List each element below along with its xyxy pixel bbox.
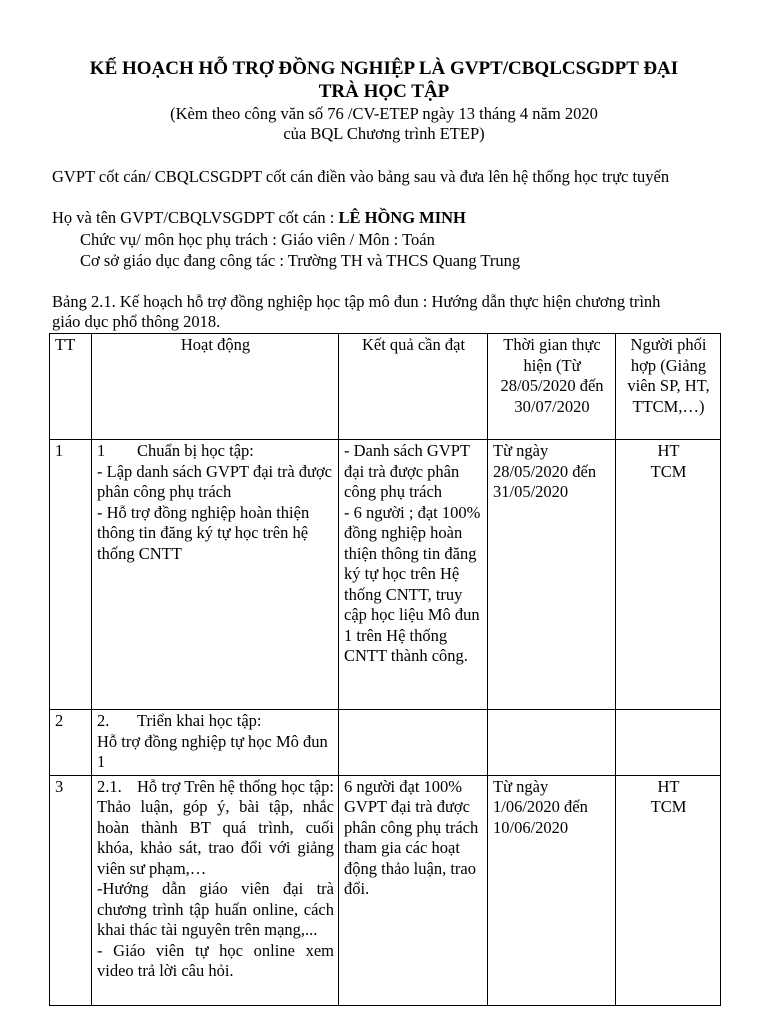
header-result: Kết quả cần đạt — [339, 334, 488, 440]
row-time: Từ ngày 1/06/2020 đến 10/06/2020 — [488, 775, 616, 1005]
doc-title-line2: TRÀ HỌC TẬP — [318, 81, 450, 102]
doc-title-line1: KẾ HOẠCH HỖ TRỢ ĐỒNG NGHIỆP LÀ GVPT/CBQLCSGDPT ĐẠI — [89, 58, 679, 79]
header-activity: Hoạt động — [92, 334, 339, 440]
position-line: Chức vụ/ môn học phụ trách : Giáo viên / Môn : Toán — [80, 230, 435, 249]
activity-title: Triển khai học tập: — [137, 711, 262, 730]
table-caption-line2: giáo dục phổ thông 2018. — [52, 312, 221, 331]
doc-subtitle-line2: của BQL Chương trình ETEP) — [283, 124, 485, 143]
result-line: 6 người đạt 100% GVPT đại trà được phân công phụ trách tham gia các hoạt động thảo luận, trao đổi. — [344, 776, 479, 898]
row-result — [339, 710, 488, 776]
activity-number: 2.1. — [97, 776, 122, 796]
activity-heading — [97, 777, 334, 880]
row-activity — [92, 710, 339, 776]
row-result — [339, 775, 488, 1005]
row-activity — [92, 775, 339, 1005]
row-partner — [616, 440, 721, 710]
row-tt: 1 — [50, 440, 92, 710]
row-partner — [616, 775, 721, 1005]
instruction-text: GVPT cốt cán/ CBQLCSGDPT cốt cán điền vào bảng sau và đưa lên hệ thống học trực tuyến — [52, 167, 670, 186]
name-line — [52, 208, 466, 228]
row-tt: 3 — [50, 775, 92, 1005]
name-value: LÊ HỒNG MINH — [338, 208, 466, 227]
header-time: Thời gian thực hiện (Từ 28/05/2020 đến 30/07/2020 — [488, 334, 616, 440]
result-line: - 6 người ; đạt 100% đồng nghiệp hoàn thiện thông tin đăng ký tự học trên Hệ thống CNTT, truy cập học liệu Mô đun 1 trên Hệ thống CNTT thành công. — [344, 502, 481, 665]
partner-line: HT — [657, 776, 680, 796]
activity-line: Hỗ trợ đồng nghiệp tự học Mô đun 1 — [97, 731, 328, 771]
activity-line: - Giáo viên tự học online xem video trả lời câu hỏi. — [97, 940, 334, 980]
table-header-row — [50, 334, 721, 440]
header-partner: Người phối hợp (Giảng viên SP, HT, TTCM,…) — [616, 334, 721, 440]
table-caption-line1: Bảng 2.1. Kế hoạch hỗ trợ đồng nghiệp học tập mô đun : Hướng dẫn thực hiện chương trình — [52, 292, 661, 311]
row-activity — [92, 440, 339, 710]
activity-heading — [97, 711, 334, 732]
doc-subtitle-line1: (Kèm theo công văn số 76 /CV-ETEP ngày 13 tháng 4 năm 2020 — [170, 104, 598, 123]
row-result — [339, 440, 488, 710]
school-line: Cơ sở giáo dục đang công tác : Trường TH và THCS Quang Trung — [80, 251, 521, 270]
row-tt: 2 — [50, 710, 92, 776]
plan-table — [49, 333, 721, 1006]
activity-title: Hỗ trợ Trên hệ thống học tập: Thảo luận, góp ý, bài tập, nhắc hoàn thành BT quá trình, cuối khóa, khảo sát, trao đổi với giảng viên sư phạm,… — [97, 776, 334, 878]
activity-number: 2. — [97, 711, 110, 730]
activity-heading — [97, 441, 334, 462]
row-partner — [616, 710, 721, 776]
header-tt: TT — [50, 334, 92, 440]
partner-line: HT — [657, 441, 680, 460]
activity-line: -Hướng dẫn giáo viên đại trà chương trình tập huấn online, cách khai thác tài nguyên trên mạng,... — [97, 879, 334, 939]
result-line: - Danh sách GVPT đại trà được phân công phụ trách — [344, 441, 470, 501]
name-label: Họ và tên GVPT/CBQLVSGDPT cốt cán : — [52, 208, 339, 227]
table-row — [50, 775, 721, 1005]
row-time: Từ ngày 28/05/2020 đến 31/05/2020 — [488, 440, 616, 710]
activity-number: 1 — [97, 441, 106, 460]
row-time — [488, 710, 616, 776]
partner-line: TCM — [650, 797, 687, 816]
table-row — [50, 710, 721, 776]
activity-line: - Hỗ trợ đồng nghiệp hoàn thiện thông tin đăng ký tự học trên hệ thống CNTT — [97, 502, 310, 563]
activity-line: - Lập danh sách GVPT đại trà được phân công phụ trách — [97, 461, 333, 501]
table-row — [50, 440, 721, 710]
partner-line: TCM — [650, 461, 687, 481]
activity-title: Chuẩn bị học tập: — [137, 441, 254, 460]
